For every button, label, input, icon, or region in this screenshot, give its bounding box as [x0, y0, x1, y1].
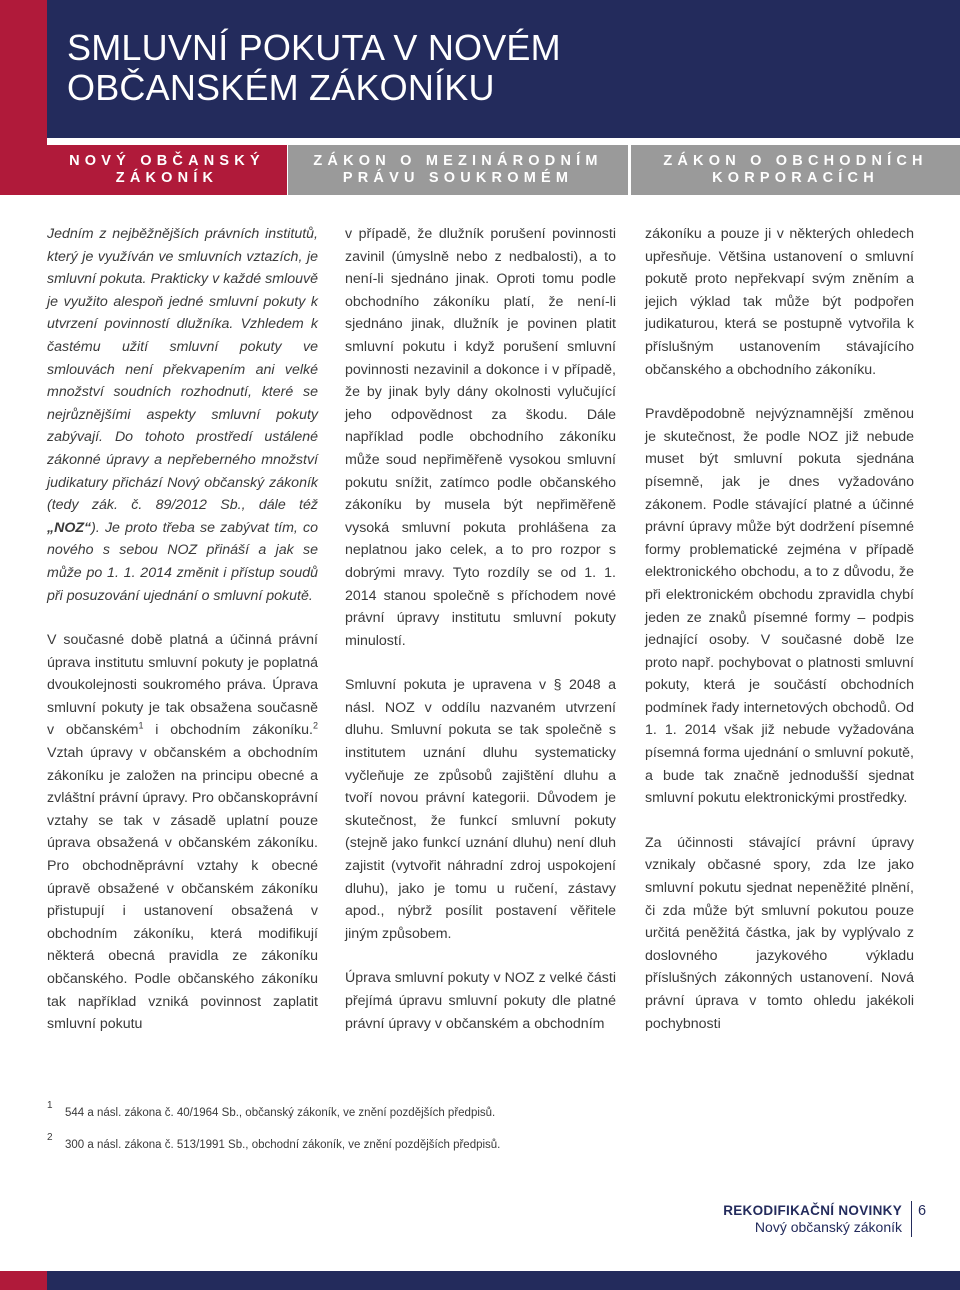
paragraph-text: i obchodním zákoníku.	[143, 722, 313, 739]
tab-label-line-1: ZÁKON O MEZINÁRODNÍM	[313, 153, 603, 169]
page-number: 6	[918, 1203, 927, 1219]
tab-label-line-1: NOVÝ OBČANSKÝ	[69, 153, 265, 169]
brand-name: REKODIFIKAČNÍ NOVINKY	[723, 1203, 902, 1218]
tab-label-line-2: KORPORACÍCH	[712, 170, 879, 186]
brand-subtitle: Nový občanský zákoník	[754, 1219, 902, 1235]
body-paragraph: Úprava smluvní pokuty v NOZ z velké části přejímá úpravu smluvní pokuty dle platné právní úpravy v občanském a obchodním	[345, 970, 616, 1032]
footnote	[47, 1100, 500, 1121]
footnote-number: 1	[47, 1100, 53, 1111]
footnote-number: 2	[47, 1132, 53, 1143]
footnote	[47, 1132, 501, 1153]
footnotes	[47, 1100, 501, 1169]
tab-novy-obcansky-zakonik[interactable]	[47, 145, 287, 195]
intro-text-b: ). Je proto třeba se zabývat tím, co nového s sebou NOZ přináší a jak se může po 1. 1. 2014 změnit i přístup soudů při posuzování ujednání o smluvní pokutě.	[47, 519, 318, 604]
body-paragraph: Pravděpodobně nejvýznamnější změnou je skutečnost, že podle NOZ již nebude muset být smluvní pokuta sjednána písemně, jak je dnes vyžadováno zákonem. Podle stávající platné a účinné právní úpravy může být dodržení písemné formy problematické zejména v případě elektronického obchodu, a to z důvodu, že při elektronickém obchodu zpravidla chybí jeden ze znaků písemné formy – podpis jednající osoby. V současné době lze proto např. pochybovat o platnosti smluvní pokuty, která je součástí obchodních podmínek řady internetových obchodů. Od 1. 1. 2014 však již nebude vyžadována písemná forma ujednání o smluvní pokutě, a bude tak značně jednodušší sjednat smluvní pokutu elektronickými prostředky.	[645, 406, 914, 807]
red-accent-strip	[0, 0, 47, 195]
footnote-ref-1[interactable]: 1	[138, 720, 144, 731]
body-paragraph	[47, 629, 318, 1036]
page-title	[67, 28, 561, 108]
footnote-text: 300 a násl. zákona č. 513/1991 Sb., obchodní zákoník, ve znění pozdějších předpisů.	[65, 1139, 501, 1151]
text-column-1	[47, 223, 318, 1036]
body-paragraph: v případě, že dlužník porušení povinnosti zavinil (úmyslně nebo z nedbalosti), a to není-li sjednáno jinak. Oproti tomu podle obchodního zákoníku platí, že není-li sjednáno jinak, dlužník je povinen platit smluvní pokutu i když porušení smluvní povinnosti nezavinil a dokonce i v případě, že by jinak byly dány okolnosti vylučující jeho odpovědnost za škodu. Dále například podle obchodního zákoníku může soud nepřiměřeně vysokou smluvní pokutu snížit, zatímco podle občanského zákoníku by musela být nepřiměřeně vysoká smluvní pokuta prohlášena za neplatnou jako celek, a to pro rozpor s dobrými mravy. Tyto rozdíly se od 1. 1. 2014 stanou společně s příchodem nové právní úpravy institutu smluvní pokuty minulostí.	[345, 226, 616, 649]
intro-text-a: Jedním z nejběžnějších právních institutů, který je využíván ve smluvních vztazích, je smluvní pokuta. Prakticky v každé smlouvě je využito alespoň jedné smluvní pokuty k utvrzení povinností dlužníka. Vzhledem k častému užití smluvní pokuty ve smlouvách není překvapením ani velké množství soudních rozhodnutí, které se nejrůznějšími aspekty smluvní pokuty zabývají. Do tohoto prostředí ustálené zákonné úpravy a nepřeberného množství judikatury přichází Nový občanský zákoník (tedy zák. č. 89/2012 Sb., dále též	[47, 226, 318, 514]
bottom-navy-bar	[47, 1271, 960, 1290]
body-paragraph: zákoníku a pouze ji v některých ohledech upřesňuje. Většina ustanovení o smluvní pokutě proto nepřekvapí svým zněním a jejich výklad tak může být podpořen judikaturou, která se postupně vytvořila k příslušným ustanovením stávajícího občanského a obchodního zákoníku.	[645, 226, 914, 378]
body-paragraph: Za účinnosti stávající právní úpravy vznikaly občasné spory, zda lze jako smluvní pokutu sjednat nepeněžité plnění, či zda může být smluvní pokutou pouze určitá peněžitá částka, jak by vyplývalo z doslovného jazykového výkladu příslušných zákonných ustanovení. Nová právní úprava v tomto ohledu jakékoli pochybnosti	[645, 834, 914, 1032]
text-column-2	[345, 223, 616, 1035]
footer-divider	[911, 1201, 912, 1237]
tab-zakon-o-obchodnich-korporacich[interactable]	[631, 145, 960, 195]
footnote-text: 544 a násl. zákona č. 40/1964 Sb., občanský zákoník, ve znění pozdějších předpisů.	[65, 1107, 496, 1119]
bottom-red-strip	[0, 1271, 47, 1290]
tab-label-line-2: PRÁVU SOUKROMÉM	[342, 170, 574, 186]
paragraph-text: Vztah úpravy v občanském a obchodním zákoníku je založen na principu obecné a zvláštní právní úpravy. Pro občanskoprávní vztahy se tak v zásadě uplatní pouze úprava obsažená v občanském zákoníku. Pro obchodněprávní vztahy k obecné úpravě obsažené v občanském zákoníku přistupují i ustanovení obsažená v obchodním zákoníku, která modifikují některá obecná pravidla ze zákoníku občanského. Podle občanského zákoníku tak například vzniká povinnost zaplatit smluvní pokutu	[47, 745, 319, 1033]
noz-abbreviation: „NOZ“	[47, 519, 92, 536]
paragraph-text: V současné době platná a účinná právní úprava institutu smluvní pokuty je poplatná dvoukolejnosti soukromého práva. Úprava smluvní pokuty je tak obsažena současně v občanském	[47, 632, 318, 739]
tab-zakon-o-mezinarodnim-pravu[interactable]	[288, 145, 628, 195]
footnote-ref-2[interactable]: 2	[313, 720, 319, 731]
body-paragraph: Smluvní pokuta je upravena v § 2048 a násl. NOZ v oddílu nazvaném utvrzení dluhu. Smluvní pokuta se tak společně s institutem uznání dluhu systematicky vyčleňuje ze způsobů zajištění dluhu a tvoří novou právní kategorii. Důvodem je skutečnost, že funkcí smluvní pokuty (stejně jako funkcí uznání dluhu) není dluh zajistit (vytvořit náhradní zdroj uspokojení dluhu), jako je tomu u ručení, zástavy apod., nýbrž posílit postavení věřitele jiným způsobem.	[345, 677, 616, 942]
tab-label-line-1: ZÁKON O OBCHODNÍCH	[663, 153, 928, 169]
section-tabs	[47, 145, 960, 195]
text-column-3	[645, 223, 914, 1035]
publication-brand	[723, 1203, 902, 1236]
title-line-1: SMLUVNÍ POKUTA V NOVÉM	[67, 27, 561, 68]
tab-label-line-2: ZÁKONÍK	[115, 170, 219, 186]
intro-paragraph	[47, 223, 318, 607]
title-line-2: OBČANSKÉM ZÁKONÍKU	[67, 67, 495, 108]
